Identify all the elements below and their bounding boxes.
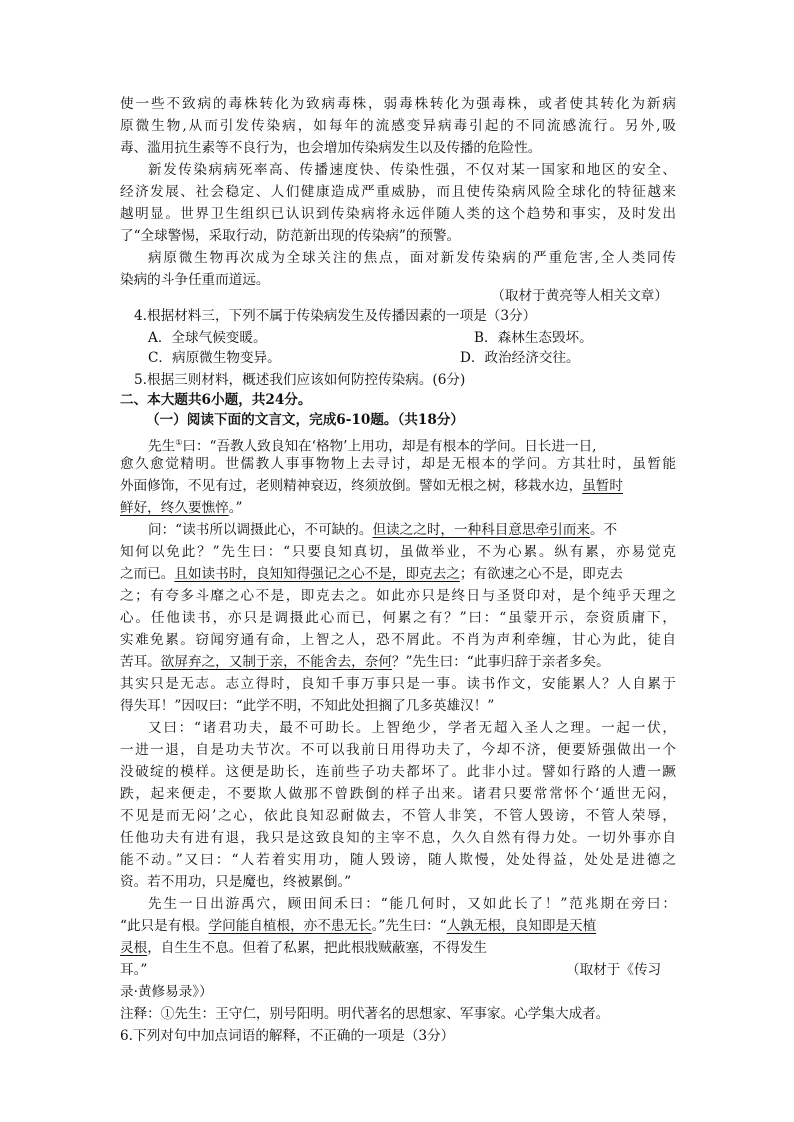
passage-text: 问：“读书所以调摄此心，不可缺的。: [148, 522, 373, 538]
passage-line: [120, 938, 676, 959]
section-2-subtitle: （一）阅读下面的文言文，完成6-10题。（共18分）: [146, 412, 465, 428]
section-2-title: 二、本大题共6小题，共24分。: [120, 392, 312, 408]
footnote-marker: ①: [175, 438, 183, 447]
annotation-note: 注释：①先生：王守仁，别号阳明。明代著名的思想家、军事家。心学集大成者。: [120, 1006, 610, 1022]
passage-line: 心。任他读书，亦只是调摄此心而已，何累之有？”曰：“虽蒙开示，奈资质庸下，: [120, 610, 676, 626]
passage-text: 之而已。: [120, 566, 175, 582]
passage-line: 实难免累。窃闻穷通有命，上智之人，恐不屑此。不肖为声利牵缠，甘心为此，徒自: [120, 632, 676, 648]
passage-line: [120, 652, 676, 673]
material3-source: （取材于黄亮等人相关文章）: [491, 288, 668, 304]
material3-line: 使一些不致病的毒株转化为致病毒株，弱毒株转化为强毒株，或者使其转化为新病: [120, 96, 676, 112]
passage-line: [120, 498, 676, 519]
passage-line: 不见是而无闷’之心，依此良知忍耐做去，不管人非笑，不管人毁谤，不管人荣辱，: [120, 808, 676, 824]
underlined-sentence: 但读之之时，一种科目意思牵引而来: [372, 522, 590, 538]
passage-text: 。不: [589, 522, 618, 538]
passage-text: 。”先生曰：“: [371, 918, 447, 934]
underlined-sentence: 人孰无根，良知即是天植: [446, 918, 597, 934]
option-a: A．全球气候变暖。: [148, 330, 267, 346]
passage-text: 苦耳。: [120, 654, 161, 670]
underlined-sentence: 学问能自植根，亦不患无长: [208, 918, 372, 934]
option-c: C．病原微生物变异。: [148, 350, 281, 366]
passage-text: ，自生生不息。但着了私累，把此根戕贼蔽塞，不得发生: [147, 940, 488, 956]
material3-line: 原微生物,从而引发传染病，如每年的流感变异病毒引起的不同流感流行。另外,吸: [120, 118, 676, 134]
material3-line: 新发传染病病死率高、传播速度快、传染性强，不仅对某一国家和地区的安全、: [148, 162, 676, 178]
passage-text: “此只是有根。: [120, 918, 209, 934]
passage-line: 得失耳！”因叹曰：“此学不明，不知此处担搁了几多英雄汉！”: [120, 698, 495, 714]
passage-text: 外面修饰，不见有过，老则精神衰迈，终须放倒。譬如无根之树，移栽水边，: [120, 478, 583, 494]
passage-line: 又曰：“诸君功夫，最不可助长。上智绝少，学者无超入圣人之理。一起一伏，: [148, 720, 676, 736]
passage-line: 一进一退，自是功夫节次。不可以我前日用得功夫了，今却不济，便要矫强做出一个: [120, 742, 676, 758]
material3-line: 染病的斗争任重而道远。: [120, 272, 270, 288]
question-5-stem: 5.根据三则材料，概述我们应该如何防控传染病。(6分): [134, 372, 466, 388]
passage-line: [120, 916, 676, 937]
passage-text: 先生: [148, 438, 176, 455]
underlined-sentence: 欲屏弃之，又制于亲，不能舍去，奈何: [160, 654, 392, 670]
passage-line: [120, 564, 676, 585]
question-4-stem: 4.根据材料三，下列不属于传染病发生及传播因素的一项是（3分）: [134, 308, 537, 324]
passage-source: （取材于《传习: [566, 962, 662, 978]
passage-line: 其实只是无志。志立得时，良知千事万事只是一事。读书作文，安能累人？人自累于: [120, 676, 676, 692]
passage-line: 能不动。”又曰：“人若着实用功，随人毁谤，随人欺慢，处处得益，处处是进德之: [120, 852, 676, 868]
passage-text: 。”: [228, 500, 243, 516]
question-6-stem: 6.下列对句中加点词语的解释，不正确的一项是（3分）: [120, 1028, 455, 1044]
underlined-sentence: 且如读书时，良知知得强记之心不是，即克去之: [174, 566, 460, 582]
passage-line: 没破绽的模样。这便是助长，连前些子功夫都坏了。此非小过。譬如行路的人遭一蹶: [120, 764, 676, 780]
option-b: B．森林生态毁坏。: [474, 330, 593, 346]
passage-line: 愈久愈觉精明。世儒教人事事物物上去寻讨，却是无根本的学问。方其壮时，虽暂能: [120, 456, 676, 472]
option-d: D．政治经济交往。: [460, 350, 580, 366]
passage-source: 录·黄修易录》）: [120, 984, 213, 1000]
material3-line: 越明显。世界卫生组织已认识到传染病将永远伴随人类的这个趋势和事实，及时发出: [120, 206, 676, 222]
underlined-sentence: 灵根: [120, 940, 148, 956]
material3-line: 毒、滥用抗生素等不良行为，也会增加传染病发生以及传播的危险性。: [120, 140, 542, 156]
material3-line: 经济发展、社会稳定、人们健康造成严重威胁，而且使传染病风险全球化的特征越来: [120, 184, 676, 200]
passage-line: [148, 520, 676, 541]
underlined-sentence: 鲜好，终久要憔悴: [120, 500, 229, 516]
passage-text: ？”先生曰：“此事归辞于亲者多矣。: [391, 654, 610, 670]
passage-line: 资。若不用功，只是魔也，终被累倒。”: [120, 874, 352, 890]
underlined-sentence: 虽暂时: [582, 478, 623, 494]
passage-text: ；有欲速之心不是，即克去: [459, 566, 623, 582]
passage-line: 跌，起来便走，不要欺人做那不曾跌倒的样子出来。诸君只要常常怀个‘遁世无闷，: [120, 786, 676, 802]
passage-line: 任他功夫有进有退，我只是这致良知的主宰不息，久久自然有得力处。一切外事亦自: [120, 830, 676, 846]
passage-line: 之；有夸多斗靡之心不是，即克去之。如此亦只是终日与圣贤印对，是个纯乎天理之: [120, 588, 676, 604]
passage-line: 先生一日出游禹穴，顾田间禾曰：“能几何时，又如此长了！”范兆期在旁曰：: [148, 896, 676, 912]
passage-line: 知何以免此？”先生曰：“只要良知真切，虽做举业，不为心累。纵有累，亦易觉克: [120, 544, 676, 560]
material3-line: 了“全球警惕，采取行动，防范新出现的传染病”的预警。: [120, 228, 461, 244]
passage-line: [120, 476, 676, 497]
passage-line: 耳。”: [120, 962, 148, 978]
passage-text: 曰：“吾教人致良知在‘格物’上用功，却是有根本的学问。日长进一日,: [182, 438, 597, 455]
material3-line: 病原微生物再次成为全球关注的焦点，面对新发传染病的严重危害,全人类同传: [148, 250, 676, 266]
